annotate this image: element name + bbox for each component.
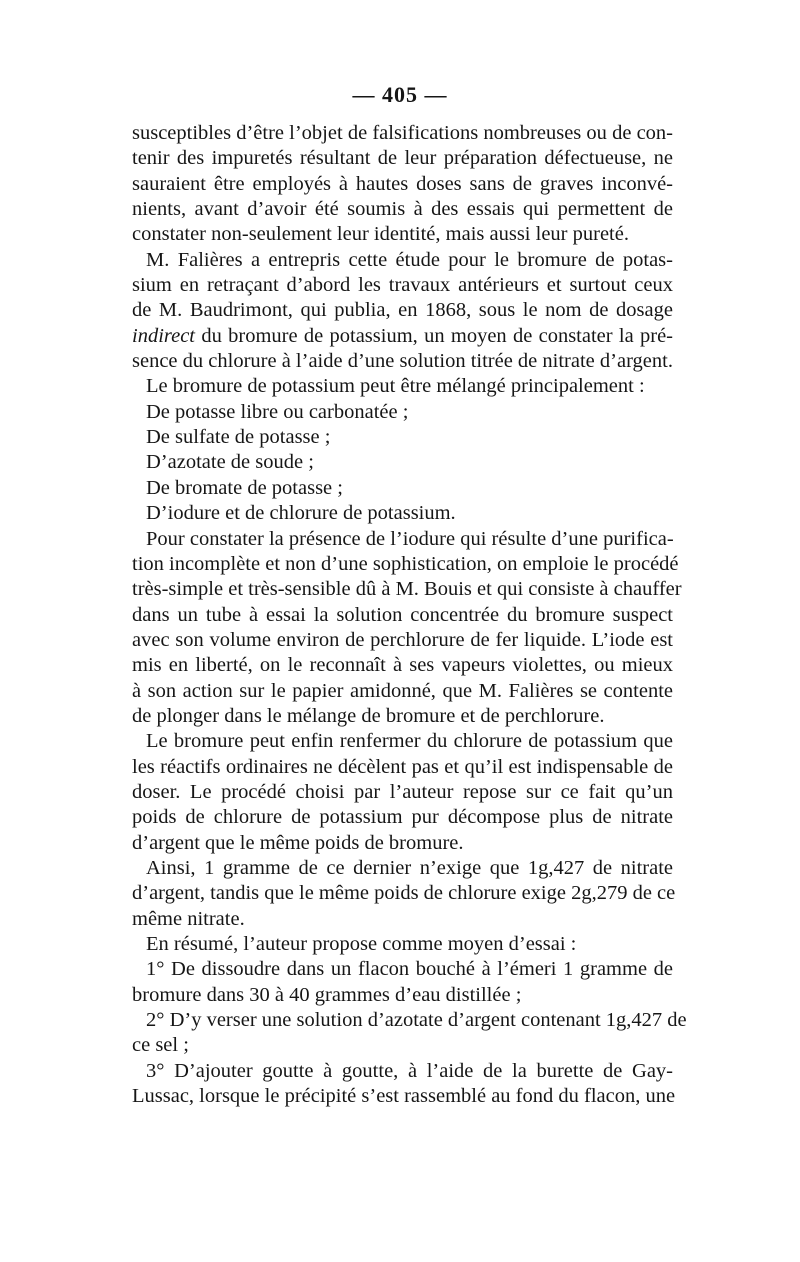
paragraph-start-line: Le bromure peut enfin renfermer du chlorure de potassium que	[146, 730, 673, 753]
text-line: de M. Baudrimont, qui publia, en 1868, sous le nom de dosage	[132, 299, 673, 322]
list-item: D’iodure et de chlorure de potassium.	[146, 502, 456, 525]
list-item: De potasse libre ou carbonatée ;	[146, 400, 409, 423]
paragraph-start-line: M. Falières a entrepris cette étude pour le bromure de potas-	[146, 248, 673, 271]
italic-term: indirect	[132, 324, 196, 347]
text-line: dans un tube à essai la solution concentrée du bromure suspect	[132, 603, 673, 626]
text-line: nients, avant d’avoir été soumis à des essais qui permettent de	[132, 198, 673, 221]
text-line: d’argent, tandis que le même poids de chlorure exige 2g,279 de ce	[132, 882, 676, 905]
numbered-step: 3° D’ajouter goutte à goutte, à l’aide de la burette de Gay-	[146, 1059, 673, 1082]
text-line: même nitrate.	[132, 907, 245, 930]
text-line: Lussac, lorsque le précipité s’est rassemblé au fond du flacon, une	[132, 1085, 676, 1108]
text-line: sauraient être employés à hautes doses sans de graves inconvé-	[132, 172, 673, 195]
text-line: d’argent que le même poids de bromure.	[132, 831, 464, 854]
list-item: D’azotate de soude ;	[146, 451, 314, 474]
paragraph-start-line: En résumé, l’auteur propose comme moyen d’essai :	[146, 933, 577, 955]
text-line: de plonger dans le mélange de bromure et de perchlorure.	[132, 704, 605, 727]
text-line: ce sel ;	[132, 1034, 189, 1057]
text-line: susceptibles d’être l’objet de falsifications nombreuses ou de con-	[132, 122, 673, 144]
text-line: sence du chlorure à l’aide d’une solution titrée de nitrate d’argent.	[132, 350, 673, 373]
text-line: avec son volume environ de perchlorure de fer liquide. L’iode est	[132, 628, 673, 651]
paragraph-start-line: Le bromure de potassium peut être mélangé principalement :	[146, 375, 645, 398]
text-line: très-simple et très-sensible dû à M. Bouis et qui consiste à chauffer	[132, 578, 682, 601]
text-line: tion incomplète et non d’une sophistication, on emploie le procédé	[132, 552, 679, 575]
text-line: sium en retraçant d’abord les travaux antérieurs et surtout ceux	[132, 274, 673, 297]
text-line: mis en liberté, on le reconnaît à ses vapeurs violettes, ou mieux	[132, 654, 673, 677]
text-line: à son action sur le papier amidonné, que M. Falières se contente	[132, 679, 673, 702]
body-text	[132, 121, 687, 1109]
text-line: doser. Le procédé choisi par l’auteur repose sur ce fait qu’un	[132, 780, 673, 803]
numbered-step: 2° D’y verser une solution d’azotate d’argent contenant 1g,427 de	[146, 1009, 687, 1032]
list-item: De sulfate de potasse ;	[146, 426, 331, 449]
page-number: — 405 —	[352, 82, 448, 107]
text-line: tenir des impuretés résultant de leur préparation défectueuse, ne	[132, 147, 673, 170]
text-line: indirect du bromure de potassium, un moyen de constater la pré-	[132, 324, 673, 347]
paragraph-start-line: Ainsi, 1 gramme de ce dernier n’exige que 1g,427 de nitrate	[146, 856, 673, 879]
list-item: De bromate de potasse ;	[146, 476, 343, 499]
text-line: bromure dans 30 à 40 grammes d’eau distillée ;	[132, 983, 522, 1006]
text-line: les réactifs ordinaires ne décèlent pas et qu’il est indispensable de	[132, 755, 673, 778]
text-line: constater non-seulement leur identité, mais aussi leur pureté.	[132, 223, 629, 246]
text-line: poids de chlorure de potassium pur décompose plus de nitrate	[132, 806, 673, 829]
numbered-step: 1° De dissoudre dans un flacon bouché à l’émeri 1 gramme de	[146, 958, 673, 981]
paragraph-start-line: Pour constater la présence de l’iodure qui résulte d’une purifica-	[146, 527, 674, 550]
